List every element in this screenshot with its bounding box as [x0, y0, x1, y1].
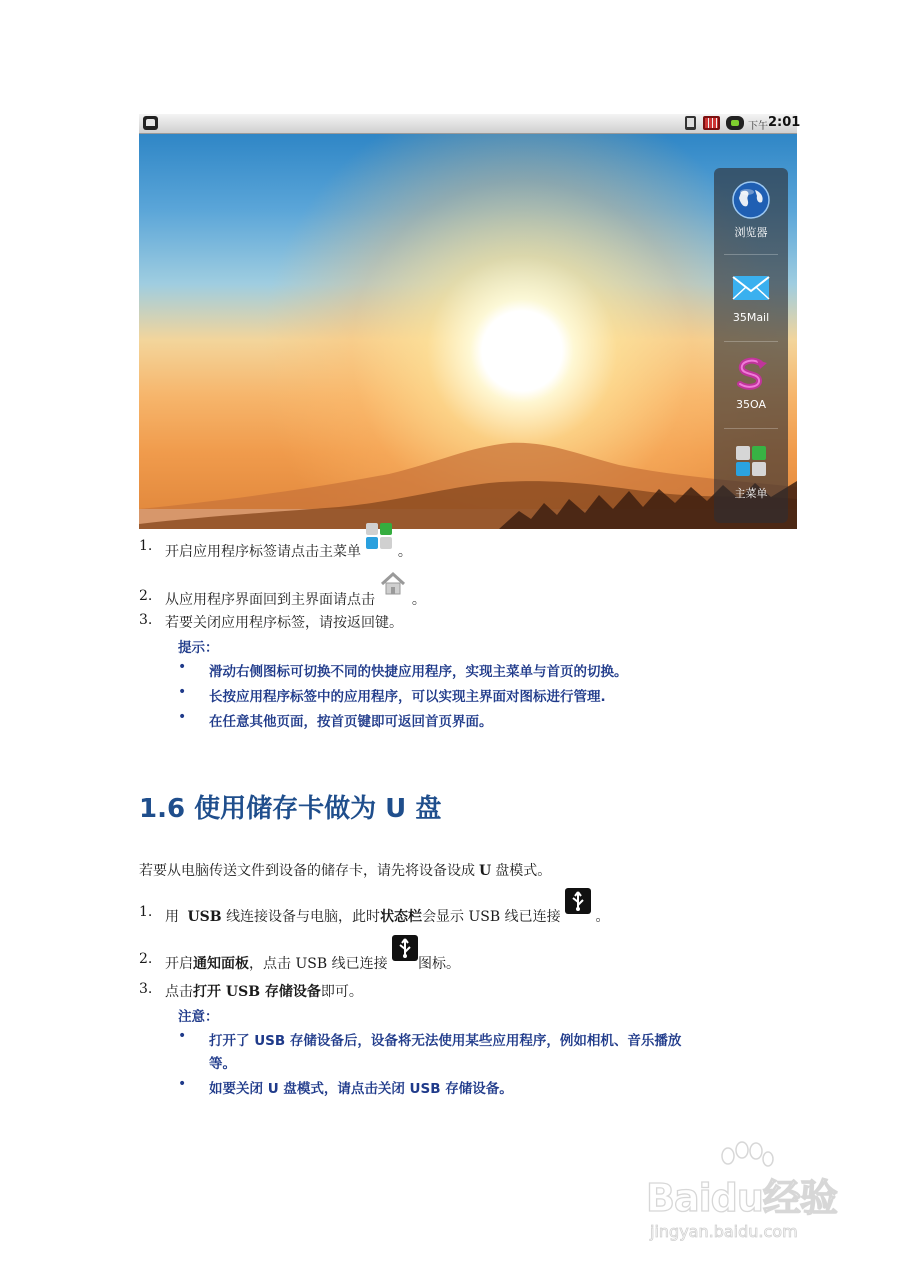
watermark-logo: Baidu经验 — [646, 1176, 837, 1220]
step-bold: USB — [187, 909, 222, 925]
s-arrow-icon — [731, 354, 771, 394]
main-menu-icon — [365, 522, 393, 550]
grid-menu-icon — [731, 441, 771, 481]
tip-item: 滑动右侧图标可切换不同的快捷应用程序，实现主菜单与首页的切换。 — [209, 664, 628, 680]
step-number: 2. — [139, 951, 153, 967]
dock-label: 35OA — [736, 398, 766, 411]
step-tail: 。 — [595, 909, 610, 925]
mail-icon — [731, 267, 771, 307]
sunset-wallpaper — [139, 134, 797, 509]
usb-step-2 — [165, 935, 461, 972]
dock-item-main-menu[interactable] — [714, 429, 788, 515]
step-number: 1. — [139, 538, 153, 554]
step-text: 即可。 — [320, 984, 363, 1000]
mountain-silhouette — [139, 429, 797, 529]
step-tail: 。 — [397, 544, 412, 560]
section-intro — [139, 860, 551, 880]
android-notification-icon — [143, 116, 158, 130]
status-bar — [139, 114, 801, 134]
step-text: 线连接设备与电脑，此时 — [226, 909, 381, 925]
dock-label: 主菜单 — [734, 487, 768, 500]
status-time: 2:01 — [768, 115, 801, 130]
shortcut-dock — [714, 168, 788, 523]
bullet: • — [178, 1028, 187, 1044]
step-number: 2. — [139, 588, 153, 604]
bullet: • — [178, 1076, 187, 1092]
tip-item: 长按应用程序标签中的应用程序，可以实现主界面对图标进行管理. — [209, 689, 606, 705]
step-text: 用 — [165, 909, 179, 925]
step-tail: 图标。 — [418, 956, 461, 972]
step-number: 1. — [139, 904, 153, 920]
dock-label: 浏览器 — [734, 226, 768, 239]
step-text: 会显示 USB 线已连接 — [422, 909, 561, 925]
battery-icon — [726, 116, 744, 130]
usb-icon — [392, 935, 418, 961]
step-text: 开启应用程序标签请点击主菜单 — [165, 544, 361, 560]
note-item: 如要关闭 U 盘模式，请点击关闭 USB 存储设备。 — [209, 1081, 513, 1097]
dock-item-35oa[interactable] — [714, 342, 788, 428]
step-text: 从应用程序界面回到主界面请点击 — [165, 592, 375, 608]
note-item-line: 等。 — [209, 1056, 236, 1072]
step-bold: 通知面板 — [193, 956, 249, 972]
device-screenshot — [139, 114, 801, 509]
note-item-line: 打开了 USB 存储设备后，设备将无法使用某些应用程序，例如相机、音乐播放 — [209, 1033, 682, 1049]
section-heading: 1.6 使用储存卡做为 U 盘 — [139, 794, 442, 824]
dock-item-35mail[interactable] — [714, 255, 788, 341]
step-text: ，点击 USB 线已连接 — [249, 956, 388, 972]
step-tail: 。 — [411, 592, 426, 608]
bullet: • — [178, 659, 187, 675]
dock-label: 35Mail — [732, 311, 770, 324]
intro-text: 若要从电脑传送文件到设备的储存卡，请先将设备设成 — [139, 863, 475, 879]
step-bold: 状态栏 — [380, 909, 423, 925]
globe-icon — [731, 180, 771, 220]
step-2 — [165, 570, 426, 608]
note-title: 注意： — [178, 1009, 219, 1025]
baidu-watermark — [646, 1142, 856, 1252]
sim-icon — [685, 116, 696, 130]
step-number: 3. — [139, 612, 153, 628]
dock-item-browser[interactable] — [714, 168, 788, 254]
intro-bold: U — [479, 863, 492, 879]
status-ampm: 下午 — [748, 121, 768, 132]
signal-icon — [703, 116, 720, 130]
step-1 — [165, 522, 412, 560]
step-3: 若要关闭应用程序标签，请按返回键。 — [165, 615, 403, 631]
usb-step-3 — [165, 981, 363, 1001]
usb-icon — [565, 888, 591, 914]
home-icon — [379, 570, 407, 598]
intro-text: 盘模式。 — [495, 863, 552, 879]
tip-title: 提示： — [178, 640, 219, 656]
step-number: 3. — [139, 981, 153, 997]
step-text: 点击 — [165, 984, 193, 1000]
step-bold: 打开 USB 存储设备 — [193, 984, 321, 1000]
bullet: • — [178, 709, 187, 725]
step-text: 开启 — [165, 956, 193, 972]
usb-step-1 — [165, 888, 610, 925]
bullet: • — [178, 684, 187, 700]
watermark-url: jingyan.baidu.com — [650, 1222, 798, 1241]
tip-item: 在任意其他页面，按首页键即可返回首页界面。 — [209, 714, 493, 730]
